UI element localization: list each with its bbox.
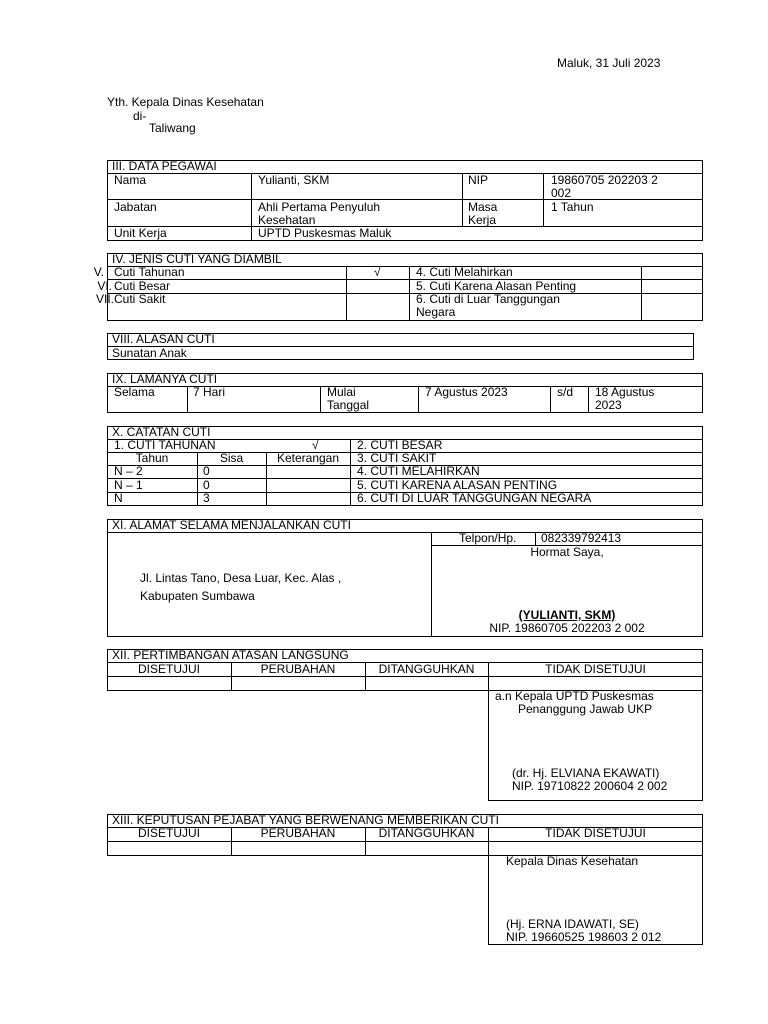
section-title: IV. JENIS CUTI YANG DIAMBIL xyxy=(112,252,282,266)
cuti-luar-tanggungan-label: 6. Cuti di Luar Tanggungan xyxy=(416,292,560,306)
hormat-saya: Hormat Saya, xyxy=(530,545,604,559)
section-title: III. DATA PEGAWAI xyxy=(112,159,217,173)
col-header-disetujui: DISETUJUI xyxy=(137,662,200,676)
marker: VII. xyxy=(95,292,114,306)
check-mark-icon: √ xyxy=(374,265,381,279)
cuti-melahirkan-label: 4. Cuti Melahirkan xyxy=(416,265,513,279)
section-title: IX. LAMANYA CUTI xyxy=(112,372,218,386)
signer-nip: NIP. 19860705 202203 2 002 xyxy=(489,621,645,635)
tahun-cell: N – 2 xyxy=(114,464,143,478)
signer-name: (YULIANTI, SKM) xyxy=(518,608,616,622)
col-header-tidak-disetujui: TIDAK DISETUJUI xyxy=(545,662,646,676)
alasan-value: Sunatan Anak xyxy=(112,346,187,360)
address-line-2: Kabupaten Sumbawa xyxy=(140,589,255,603)
sisa-cell: 3 xyxy=(203,491,210,505)
cuti-sakit-label: 3. CUTI SAKIT xyxy=(357,451,437,465)
cuti-besar-label: 2. CUTI BESAR xyxy=(357,438,443,452)
unit-kerja-label: Unit Kerja xyxy=(114,226,167,240)
place-date: Maluk, 31 Juli 2023 xyxy=(557,56,661,70)
nip-value-cont: 002 xyxy=(551,186,572,200)
cuti-tahunan-label: Cuti Tahunan xyxy=(114,265,185,279)
addressee-line-2: di- xyxy=(133,109,147,123)
cuti-luar-tanggungan-label-cont: Negara xyxy=(416,305,456,319)
marker: VI. xyxy=(97,279,112,293)
sampai-value: 18 Agustus xyxy=(595,385,655,399)
signer-nip: NIP. 19660525 198603 2 012 xyxy=(506,930,662,944)
nip-value: 19860705 202203 2 xyxy=(551,173,658,187)
col-header-tahun: Tahun xyxy=(135,451,169,465)
section-title: XI. ALAMAT SELAMA MENJALANKAN CUTI xyxy=(112,518,351,532)
address-line-1: Jl. Lintas Tano, Desa Luar, Kec. Alas , xyxy=(140,571,342,585)
cuti-besar-label: Cuti Besar xyxy=(114,279,171,293)
sd-label: s/d xyxy=(557,385,574,399)
signer-title: Kepala Dinas Kesehatan xyxy=(506,854,639,868)
col-header-sisa: Sisa xyxy=(219,451,244,465)
mulai-label: Mulai xyxy=(327,385,356,399)
addressee-line-1: Yth. Kepala Dinas Kesehatan xyxy=(107,95,264,109)
tahun-cell: N – 1 xyxy=(114,478,143,492)
cuti-tahunan-label: 1. CUTI TAHUNAN xyxy=(114,438,216,452)
cuti-alasan-penting-label: 5. CUTI KARENA ALASAN PENTING xyxy=(357,478,558,492)
cuti-sakit-label: Cuti Sakit xyxy=(114,292,166,306)
col-header-perubahan: PERUBAHAN xyxy=(260,662,336,676)
mulai-value: 7 Agustus 2023 xyxy=(425,385,508,399)
signer-name: (Hj. ERNA IDAWATI, SE) xyxy=(506,917,639,931)
unit-kerja-value: UPTD Puskesmas Maluk xyxy=(258,226,392,240)
section-title: XIII. KEPUTUSAN PEJABAT YANG BERWENANG MEMBERIKAN CUTI xyxy=(112,813,499,827)
col-header-ditangguhkan: DITANGGUHKAN xyxy=(378,662,475,676)
signer-nip: NIP. 19710822 200604 2 002 xyxy=(512,779,668,793)
signer-title-2: Penanggung Jawab UKP xyxy=(518,702,653,716)
col-header-disetujui: DISETUJUI xyxy=(137,826,200,840)
nama-label: Nama xyxy=(114,173,147,187)
nip-label: NIP xyxy=(468,173,489,187)
marker: V. xyxy=(93,265,104,279)
nama-value: Yulianti, SKM xyxy=(258,173,330,187)
check-mark-icon: √ xyxy=(312,438,319,452)
sisa-cell: 0 xyxy=(203,478,210,492)
cuti-alasan-penting-label: 5. Cuti Karena Alasan Penting xyxy=(416,279,577,293)
sampai-value-cont: 2023 xyxy=(595,398,622,412)
telpon-value: 082339792413 xyxy=(541,531,622,545)
signer-name: (dr. Hj. ELVIANA EKAWATI) xyxy=(512,766,660,780)
col-header-keterangan: Keterangan xyxy=(276,451,340,465)
col-header-perubahan: PERUBAHAN xyxy=(260,826,336,840)
col-header-tidak-disetujui: TIDAK DISETUJUI xyxy=(545,826,646,840)
section-title: X. CATATAN CUTI xyxy=(112,425,211,439)
cuti-melahirkan-label: 4. CUTI MELAHIRKAN xyxy=(357,464,480,478)
selama-label: Selama xyxy=(114,385,155,399)
masa-kerja-label: Masa xyxy=(468,200,498,214)
section-title: XII. PERTIMBANGAN ATASAN LANGSUNG xyxy=(112,648,349,662)
section-title: VIII. ALASAN CUTI xyxy=(112,332,215,346)
telpon-label: Telpon/Hp. xyxy=(459,531,517,545)
cuti-luar-tanggungan-label: 6. CUTI DI LUAR TANGGUNGAN NEGARA xyxy=(357,491,592,505)
masa-kerja-label-cont: Kerja xyxy=(468,213,497,227)
masa-kerja-value: 1 Tahun xyxy=(551,200,594,214)
tahun-cell: N xyxy=(114,491,123,505)
sisa-cell: 0 xyxy=(203,464,210,478)
jabatan-value: Ahli Pertama Penyuluh xyxy=(258,200,381,214)
addressee-line-3: Taliwang xyxy=(149,121,196,135)
jabatan-value-cont: Kesehatan xyxy=(258,213,316,227)
selama-value: 7 Hari xyxy=(193,385,226,399)
mulai-label-cont: Tanggal xyxy=(327,398,370,412)
signer-title-1: a.n Kepala UPTD Puskesmas xyxy=(495,689,654,703)
jabatan-label: Jabatan xyxy=(114,200,157,214)
col-header-ditangguhkan: DITANGGUHKAN xyxy=(378,826,475,840)
